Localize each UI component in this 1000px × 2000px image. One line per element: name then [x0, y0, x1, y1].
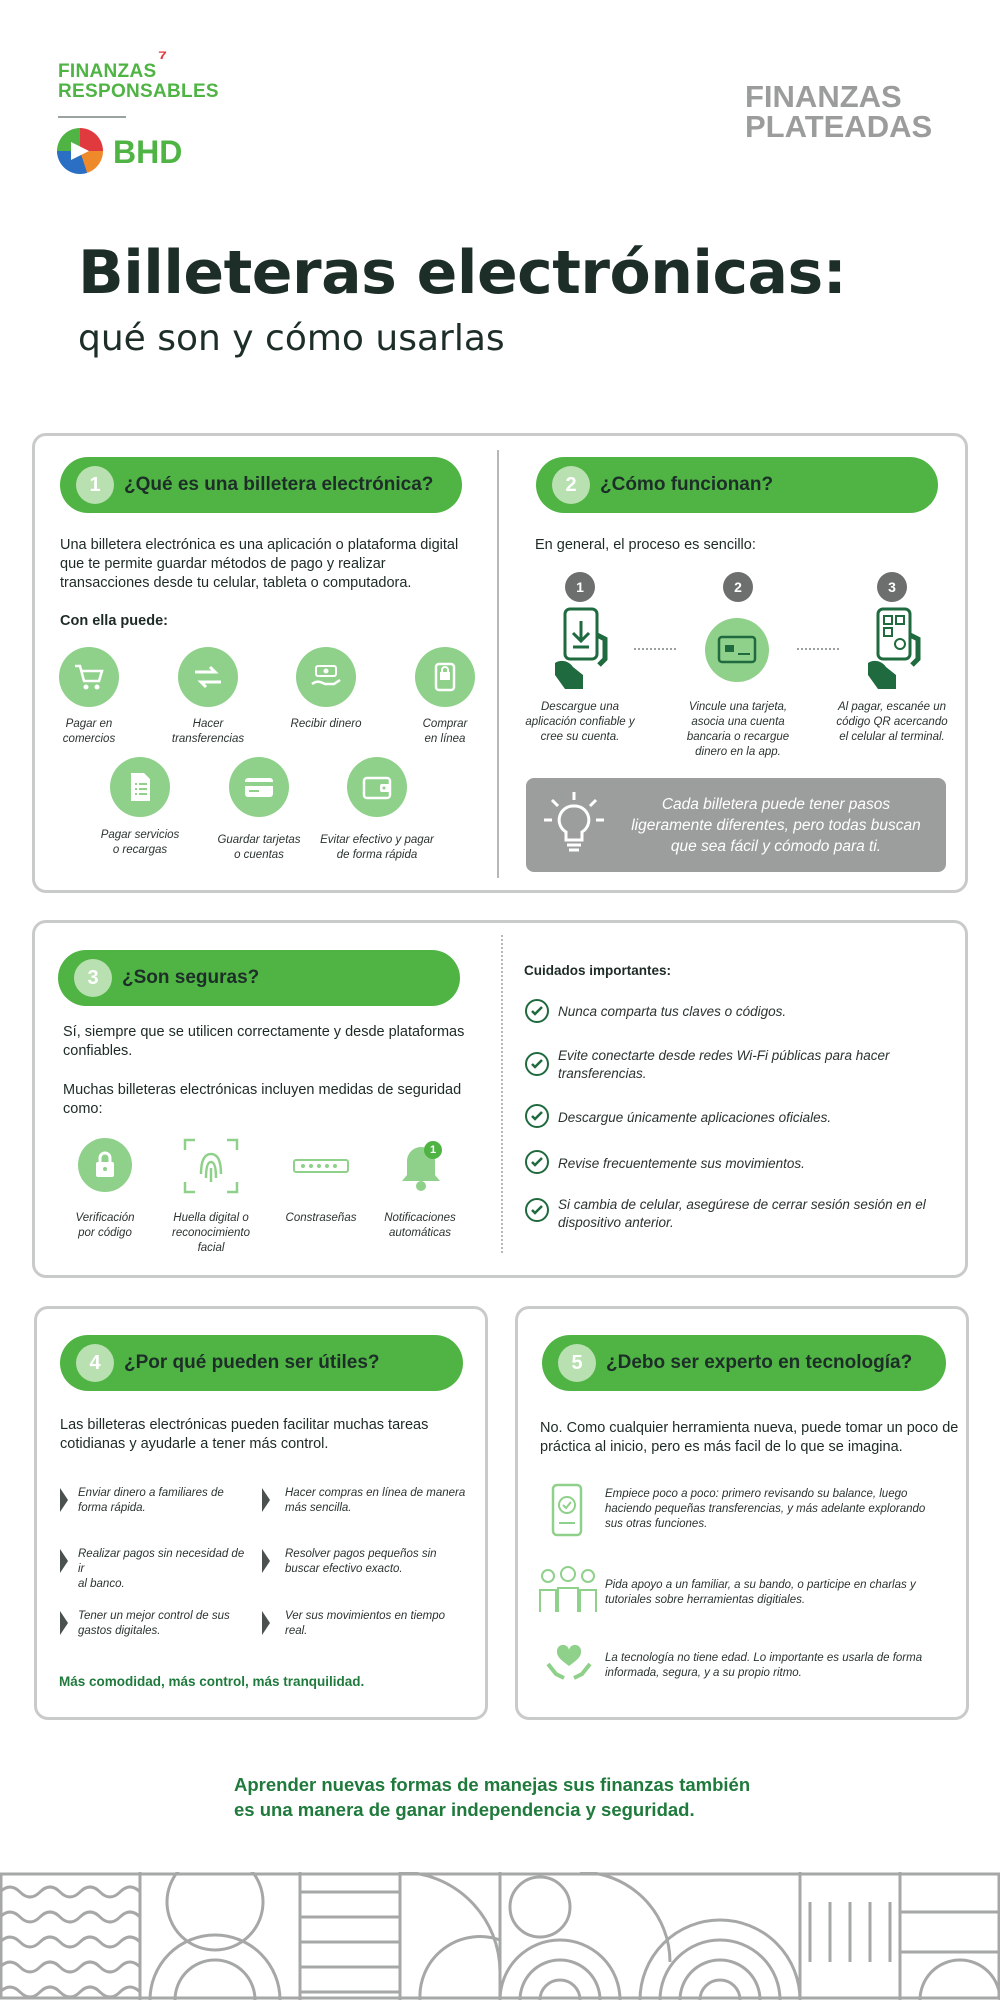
step-caption: Descargue una aplicación confiable y cree su cuenta.: [525, 701, 635, 743]
section1-item-label: Recibir dinero: [290, 718, 362, 730]
bullet-icon: [60, 1611, 68, 1635]
section3-p2: Muchas billeteras electrónicas incluyen medidas de seguridad como:: [63, 1082, 462, 1117]
page-subtitle: qué son y cómo usarlas: [78, 318, 505, 359]
section1-item-label: Guardar tarjetas o cuentas: [217, 834, 301, 861]
bullet-icon: [262, 1611, 270, 1635]
security-measure-label: Constraseñas: [285, 1212, 357, 1224]
receive-money-icon: [296, 647, 356, 707]
spark-icon: ⁷: [158, 45, 168, 70]
finanzas-responsables-logo: FINANZAS RESPONSABLES ⁷: [58, 45, 219, 102]
section4-closing: Más comodidad, más control, más tranquilidad.: [59, 1674, 365, 1689]
care-item: Si cambia de celular, asegúrese de cerrar sesión sesión en el dispositivo anterior.: [558, 1197, 926, 1230]
fingerprint-icon: [183, 1138, 239, 1194]
heart-hands-icon: [546, 1640, 592, 1686]
page-title: Billeteras electrónicas:: [78, 238, 847, 308]
online-shop-icon: [415, 647, 475, 707]
qr-phone-icon: [866, 605, 922, 691]
logo-divider: [58, 116, 126, 118]
security-measure-label: Huella digital o reconocimiento facial: [172, 1212, 250, 1254]
care-title: Cuidados importantes:: [524, 963, 672, 978]
step-number: 2: [723, 572, 753, 602]
step-caption: Al pagar, escanée un código QR acercando el celular al terminal.: [836, 701, 948, 743]
section2-intro: En general, el proceso es sencillo:: [535, 537, 756, 553]
section1-item-label: Hacer transferencias: [171, 718, 245, 745]
cart-icon: [59, 647, 119, 707]
check-icon: [525, 1198, 549, 1222]
step-arrow: [634, 648, 676, 650]
lightbulb-icon: [540, 790, 608, 860]
expert-tip: Pida apoyo a un familiar, a su bando, o participe en charlas y tutoriales sobre herramientas digitiales.: [605, 1579, 916, 1606]
check-icon: [525, 1104, 549, 1128]
bullet-icon: [60, 1549, 68, 1573]
card-icon: [229, 757, 289, 817]
useful-item: Tener un mejor control de sus gastos digitales.: [78, 1610, 230, 1637]
expert-tip: La tecnología no tiene edad. Lo importante es usarla de forma informada, segura, y a su propio ritmo.: [605, 1652, 923, 1679]
finanzas-plateadas-title: FINANZAS PLATEADAS: [745, 79, 933, 144]
useful-item: Resolver pagos pequeños sin buscar efectivo exacto.: [285, 1548, 437, 1575]
useful-item: Ver sus movimientos en tiempo real.: [285, 1610, 446, 1637]
bullet-icon: [262, 1549, 270, 1573]
section-divider: [501, 935, 503, 1253]
transfer-icon: [178, 647, 238, 707]
bullet-icon: [60, 1488, 68, 1512]
security-measure-label: Verificación por código: [75, 1212, 135, 1239]
section1-header: 1 ¿Qué es una billetera electrónica?: [60, 457, 462, 513]
section4-header: 4 ¿Por qué pueden ser útiles?: [60, 1335, 463, 1391]
section1-item-label: Evitar efectivo y pagar de forma rápida: [320, 834, 434, 861]
decorative-pattern: [0, 1872, 1000, 2000]
section1-intro: Una billetera electrónica es una aplicación o plataforma digital que te permite guardar métodos de pago y realizar transacciones desde tu celular, tableta o computadora.: [60, 537, 459, 591]
wallet-icon: [347, 757, 407, 817]
step-arrow: [797, 648, 839, 650]
section1-item-label: Comprar en línea: [422, 718, 468, 745]
notification-badge: 1: [424, 1141, 442, 1159]
check-icon: [525, 1052, 549, 1076]
section4-intro: Las billeteras electrónicas pueden facilitar muchas tareas cotidianas y ayudarle a tener más control.: [60, 1417, 429, 1452]
care-item: Descargue únicamente aplicaciones oficiales.: [558, 1110, 832, 1125]
section2-header: 2 ¿Cómo funcionan?: [536, 457, 938, 513]
useful-item: Realizar pagos sin necesidad de ir al banco.: [78, 1548, 245, 1590]
care-item: Revise frecuentemente sus movimientos.: [558, 1156, 805, 1171]
section1-item-label: Pagar en comercios: [62, 718, 116, 745]
download-phone-icon: [553, 605, 609, 691]
section5-intro: No. Como cualquier herramienta nueva, puede tomar un poco de práctica al inicio, pero es más facil de lo que se imagina.: [540, 1420, 959, 1455]
password-icon: [293, 1159, 349, 1173]
bhd-logo-icon: [57, 128, 103, 174]
section-divider: [497, 450, 499, 878]
step-caption: Vincule una tarjeta, asocia una cuenta bancaria o recargue dinero en la app.: [686, 701, 790, 758]
lock-icon: [78, 1138, 132, 1192]
expert-tip: Empiece poco a poco: primero revisando su balance, luego haciendo pequeñas transferencias, y más adelante explorando sus otras funciones.: [605, 1488, 926, 1530]
step-number: 3: [877, 572, 907, 602]
section5-header: 5 ¿Debo ser experto en tecnología?: [542, 1335, 946, 1391]
footer-message: Aprender nuevas formas de manejas sus finanzas también es una manera de ganar independencia y seguridad.: [234, 1774, 751, 1820]
care-item: Nunca comparta tus claves o códigos.: [558, 1004, 787, 1019]
useful-item: Hacer compras en línea de manera más sencilla.: [285, 1487, 466, 1514]
tip-text: Cada billetera puede tener pasos ligeramente diferentes, pero todas buscan que sea fácil y cómodo para ti.: [631, 796, 921, 855]
section1-item-label: Pagar servicios o recargas: [100, 829, 180, 856]
section3-header: 3 ¿Son seguras?: [58, 950, 460, 1006]
tip-box: [526, 778, 946, 872]
check-icon: [525, 999, 549, 1023]
bullet-icon: [262, 1488, 270, 1512]
check-icon: [525, 1150, 549, 1174]
bill-icon: [110, 757, 170, 817]
step-number: 1: [565, 572, 595, 602]
care-item: Evite conectarte desde redes Wi-Fi públicas para hacer transferencias.: [558, 1048, 890, 1081]
section3-p1: Sí, siempre que se utilicen correctamente y desde plataformas confiables.: [63, 1024, 465, 1059]
security-measure-label: Notificaciones automáticas: [384, 1212, 456, 1239]
people-icon: [536, 1566, 600, 1614]
phone-check-icon: [548, 1483, 586, 1537]
useful-item: Enviar dinero a familiares de forma rápida.: [78, 1487, 224, 1514]
bhd-logo-text: BHD: [113, 134, 183, 170]
section1-can-label: Con ella puede:: [60, 613, 168, 629]
link-card-icon: [705, 618, 769, 682]
